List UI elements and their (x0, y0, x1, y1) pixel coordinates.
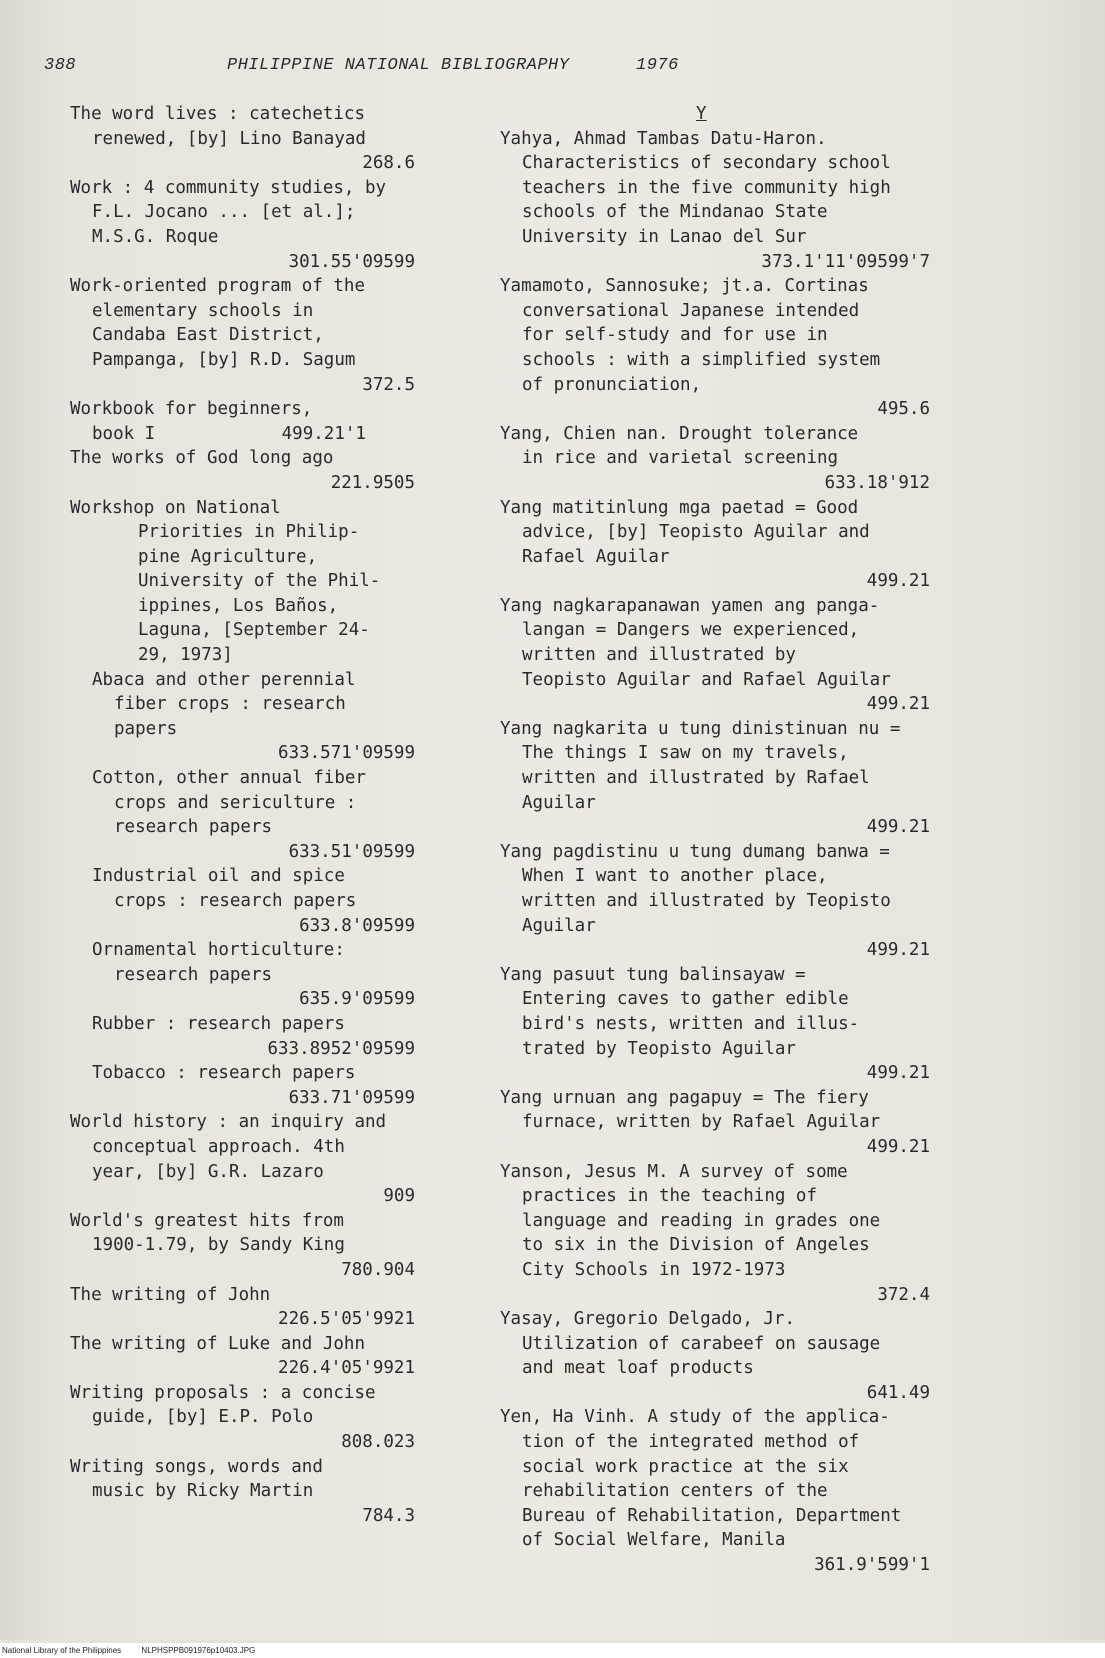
catalog-entry (70, 668, 480, 766)
entry-heading: Workshop on National (70, 497, 281, 518)
catalog-entry (70, 176, 480, 274)
entry-heading: Yasay, Gregorio Delgado, Jr. (500, 1309, 796, 1330)
entry-line: of Social Welfare, Manila (522, 1530, 786, 1551)
entry-heading: Yahya, Ahmad Tambas Datu-Haron. (500, 128, 827, 149)
entry-heading: Yang, Chien nan. Drought tolerance (500, 423, 859, 444)
entry-line: University of the Phil- (138, 571, 381, 592)
catalog-entry (500, 1405, 980, 1577)
entry-line: and meat loaf products (522, 1358, 754, 1379)
classification-number: 633.8952'09599 (267, 1038, 415, 1059)
entry-heading: Yang nagkarita u tung dinistinuan nu = (500, 718, 901, 739)
entry-line: schools : with a simplified system (522, 349, 881, 370)
running-title: PHILIPPINE NATIONAL BIBLIOGRAPHY (227, 56, 570, 75)
catalog-entry (70, 1332, 480, 1381)
entry-heading: The writing of Luke and John (70, 1333, 366, 1354)
right-column (500, 102, 980, 1578)
left-column (70, 102, 480, 1528)
entry-heading: Writing songs, words and (70, 1456, 323, 1477)
classification-number: 784.3 (362, 1505, 415, 1526)
entry-heading: The word lives : catechetics (70, 104, 366, 124)
entry-line: conceptual approach. 4th (92, 1136, 345, 1157)
entry-line: in rice and varietal screening (522, 448, 839, 469)
classification-number: 268.6 (362, 153, 415, 174)
catalog-entry (500, 717, 980, 840)
classification-number: 808.023 (341, 1432, 415, 1453)
catalog-entry (70, 1110, 480, 1208)
catalog-entry (70, 864, 480, 938)
entry-line: book I 499.21'1 (92, 423, 366, 444)
entry-line: research papers (114, 817, 273, 838)
catalog-entry (500, 1086, 980, 1160)
classification-number: 499.21 (866, 1136, 930, 1157)
classification-number: 633.571'09599 (278, 743, 415, 764)
catalog-entry (500, 422, 980, 496)
classification-number: 499.21 (866, 1063, 930, 1084)
section-letter: Y (696, 104, 707, 124)
catalog-entry (500, 127, 980, 275)
catalog-entry (500, 840, 980, 963)
entry-heading: World's greatest hits from (70, 1210, 344, 1231)
classification-number: 635.9'09599 (299, 989, 415, 1010)
classification-number: 226.4'05'9921 (278, 1358, 415, 1379)
scan-footer (0, 1643, 1105, 1658)
entry-line: guide, [by] E.P. Polo (92, 1407, 314, 1428)
entry-line: Pampanga, [by] R.D. Sagum (92, 349, 356, 370)
entry-line: tion of the integrated method of (522, 1432, 860, 1453)
running-year: 1976 (636, 56, 679, 75)
classification-number: 641.49 (866, 1382, 930, 1403)
entry-heading: Cotton, other annual fiber (92, 768, 366, 789)
catalog-entry (500, 963, 980, 1086)
classification-number: 633.51'09599 (288, 841, 415, 862)
classification-number: 633.18'912 (824, 472, 930, 493)
entry-heading: Yang matitinlung mga paetad = Good (500, 497, 859, 518)
entry-line: University in Lanao del Sur (522, 226, 807, 247)
entry-heading: Work : 4 community studies, by (70, 177, 387, 198)
entry-line: ippines, Los Baños, (138, 595, 339, 616)
entry-line: Candaba East District, (92, 325, 324, 346)
entry-line: language and reading in grades one (522, 1210, 881, 1231)
entry-line: written and illustrated by (522, 645, 796, 666)
entry-line: written and illustrated by Teopisto (522, 891, 891, 911)
entry-line: Rafael Aguilar (522, 546, 670, 567)
entry-line: to six in the Division of Angeles (522, 1235, 870, 1256)
footer-credit: National Library of the Philippines (2, 1646, 122, 1655)
classification-number: 495.6 (877, 399, 930, 420)
catalog-entry (70, 274, 480, 397)
classification-number: 633.8'09599 (299, 915, 415, 936)
entry-line: 29, 1973] (138, 645, 233, 666)
classification-number: 499.21 (866, 571, 930, 592)
entry-line: conversational Japanese intended (522, 300, 860, 321)
entry-line: pine Agriculture, (138, 546, 318, 567)
catalog-entry (70, 1209, 480, 1283)
entry-line: Aguilar (522, 792, 596, 813)
classification-number: 780.904 (341, 1259, 415, 1280)
entry-heading: Yang pagdistinu u tung dumang banwa = (500, 841, 890, 862)
entry-line: furnace, written by Rafael Aguilar (522, 1112, 881, 1133)
classification-number: 372.5 (362, 374, 415, 395)
entry-line: for self-study and for use in (522, 325, 828, 346)
classification-number: 373.1'11'09599'7 (761, 251, 930, 272)
catalog-entry (70, 1012, 480, 1061)
catalog-entry (70, 397, 480, 446)
classification-number: 221.9505 (330, 472, 415, 493)
entry-line: social work practice at the six (522, 1456, 849, 1477)
entry-line: City Schools in 1972-1973 (522, 1259, 786, 1280)
classification-number: 499.21 (866, 817, 930, 838)
entry-line: F.L. Jocano ... [et al.]; (92, 202, 356, 223)
classification-number: 633.71'09599 (288, 1087, 415, 1108)
catalog-entry (70, 766, 480, 864)
entry-heading: Tobacco : research papers (92, 1063, 356, 1084)
classification-number: 372.4 (877, 1284, 930, 1305)
entry-heading: Yang urnuan ang pagapuy = The fiery (500, 1087, 869, 1108)
catalog-entry (70, 1381, 480, 1455)
entry-line: The things I saw on my travels, (522, 743, 849, 764)
entry-line: research papers (114, 964, 273, 985)
classification-number: 909 (383, 1186, 415, 1207)
classification-number: 226.5'05'9921 (278, 1309, 415, 1330)
entry-heading: Abaca and other perennial (92, 669, 356, 690)
entry-line: Priorities in Philip- (138, 522, 360, 543)
catalog-entry (500, 594, 980, 717)
entry-heading: Ornamental horticulture: (92, 940, 345, 961)
entry-heading: The writing of John (70, 1284, 271, 1305)
catalog-entry (70, 446, 480, 495)
catalog-entry (70, 1061, 480, 1110)
entry-line: Teopisto Aguilar and Rafael Aguilar (522, 669, 891, 690)
classification-number: 499.21 (866, 940, 930, 961)
entry-line: langan = Dangers we experienced, (522, 620, 860, 641)
entry-heading: Yang nagkarapanawan yamen ang panga- (500, 595, 880, 616)
classification-number: 301.55'09599 (288, 251, 415, 272)
entry-line: 1900-1.79, by Sandy King (92, 1235, 345, 1256)
entry-line: renewed, [by] Lino Banayad (92, 128, 366, 149)
entry-heading: Industrial oil and spice (92, 866, 345, 887)
entry-line: music by Ricky Martin (92, 1481, 314, 1502)
entry-heading: Yen, Ha Vinh. A study of the applica- (500, 1407, 890, 1428)
entry-line: Bureau of Rehabilitation, Department (522, 1505, 902, 1526)
entry-line: Utilization of carabeef on sausage (522, 1333, 881, 1354)
entry-line: fiber crops : research (114, 694, 346, 715)
classification-number: 499.21 (866, 694, 930, 715)
entry-heading: Yamamoto, Sannosuke; jt.a. Cortinas (500, 276, 869, 297)
entry-heading: Yanson, Jesus M. A survey of some (500, 1161, 848, 1182)
entry-line: Entering caves to gather edible (522, 989, 849, 1010)
catalog-entry (70, 938, 480, 1012)
entry-line: Laguna, [September 24- (138, 620, 370, 641)
entry-line: teachers in the five community high (522, 177, 891, 198)
catalog-entry (70, 102, 480, 176)
catalog-entry (500, 496, 980, 594)
catalog-entry (500, 1160, 980, 1308)
entry-heading: Work-oriented program of the (70, 276, 366, 297)
entry-line: practices in the teaching of (522, 1186, 818, 1207)
entry-line: year, [by] G.R. Lazaro (92, 1161, 324, 1182)
entry-line: written and illustrated by Rafael (522, 768, 870, 789)
entry-line: Characteristics of secondary school (522, 153, 891, 174)
entry-line: schools of the Mindanao State (522, 202, 828, 223)
entry-heading: Yang pasuut tung balinsayaw = (500, 964, 806, 985)
entry-line: M.S.G. Roque (92, 226, 219, 247)
catalog-entry (70, 496, 480, 668)
entry-heading: The works of God long ago (70, 448, 334, 469)
page-number: 388 (44, 56, 77, 75)
catalog-entry (70, 1455, 480, 1529)
entry-line: crops and sericulture : (114, 792, 357, 813)
entry-heading: Writing proposals : a concise (70, 1382, 376, 1403)
footer-file-id: NLPHSPPB091976p10403.JPG (141, 1646, 256, 1655)
catalog-entry (70, 1283, 480, 1332)
entry-heading: Workbook for beginners, (70, 399, 313, 420)
entry-line: rehabilitation centers of the (522, 1481, 828, 1502)
catalog-entry (500, 274, 980, 422)
entry-line: When I want to another place, (522, 866, 828, 887)
entry-line: crops : research papers (114, 891, 357, 911)
entry-heading: World history : an inquiry and (70, 1112, 387, 1133)
entry-line: papers (114, 718, 178, 739)
entry-line: Aguilar (522, 915, 596, 936)
entry-line: trated by Teopisto Aguilar (522, 1038, 796, 1059)
classification-number: 361.9'599'1 (814, 1555, 930, 1576)
entry-heading: Rubber : research papers (92, 1013, 345, 1034)
entry-line: of pronunciation, (522, 374, 702, 395)
entry-line: elementary schools in (92, 300, 314, 321)
catalog-entry (500, 1307, 980, 1405)
entry-line: advice, [by] Teopisto Aguilar and (522, 522, 870, 543)
entry-line: bird's nests, written and illus- (522, 1013, 860, 1034)
